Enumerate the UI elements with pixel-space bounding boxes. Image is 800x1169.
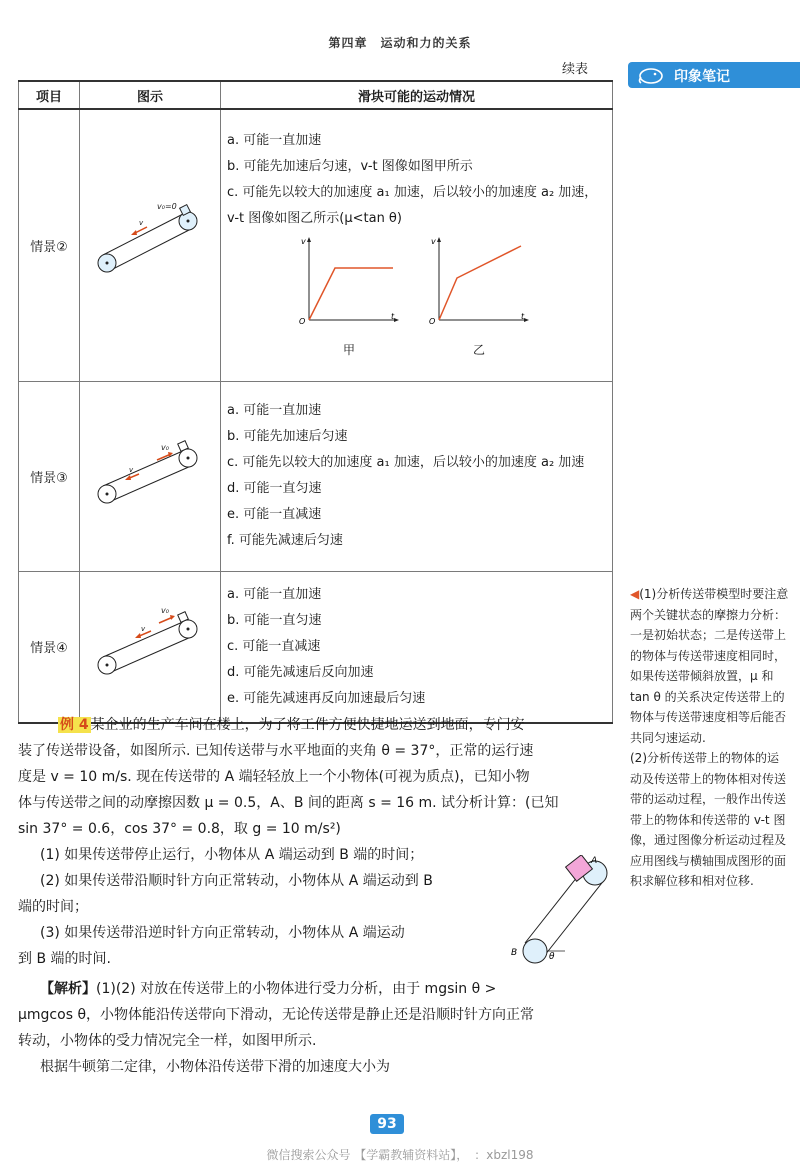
chapter-header: 第四章 运动和力的关系 xyxy=(328,36,472,50)
conveyor-diagram xyxy=(85,434,215,514)
fig-arrow-label: v xyxy=(129,466,134,474)
list-item: a. 可能一直加速 xyxy=(227,132,322,148)
fig-v0-label: v₀ xyxy=(161,605,169,615)
example-line: 度是 v = 10 m/s. 现在传送带的 A 端轻轻放上一个小物体(可视为质点)，已知小物 xyxy=(18,769,530,785)
list-item: c. 可能一直减速 xyxy=(227,638,321,654)
belt-figure xyxy=(80,571,221,723)
solution-line: 转动，小物体的受力情况完全一样，如图甲所示. xyxy=(18,1033,317,1049)
question-2: (2) 如果传送带沿顺时针方向正常转动，小物体从 A 端运动到 B xyxy=(40,873,433,889)
axis-v-label: v xyxy=(301,236,306,246)
example-statement xyxy=(18,712,618,842)
solution-line: 根据牛顿第二定律，小物体沿传送带下滑的加速度大小为 xyxy=(40,1059,390,1075)
list-item: f. 可能先减速后匀速 xyxy=(227,533,343,548)
origin-label: O xyxy=(429,316,436,326)
side-note-p1: (1)分析传送带模型时要注意两个关键状态的摩擦力分析：一是初始状态；二是传送带上的物体与传送带速度相同时，如果传送带倾斜放置，μ 和 tan θ 的关系决定传送带上的物体与传送带速度相等后能否共同匀速运动. xyxy=(630,587,789,745)
example-line: 体与传送带之间的动摩擦因数 μ = 0.5，A、B 间的距离 s = 16 m. 试分析计算：(已知 xyxy=(18,795,559,811)
example-line: 某企业的生产车间在楼上，为了将工件方便快捷地运送到地面，专门安 xyxy=(90,717,525,733)
page-number: 93 xyxy=(370,1114,404,1134)
example-tag: 例 4 xyxy=(60,717,89,733)
incline-conveyor-figure xyxy=(505,855,620,967)
vt-caption: 乙 xyxy=(472,342,485,357)
solution-tag: 【解析】 xyxy=(40,981,96,997)
conveyor-diagram xyxy=(85,605,215,685)
list-item: d. 可能先减速后反向加速 xyxy=(227,664,374,680)
list-item: a. 可能一直加速 xyxy=(227,403,322,418)
list-item: d. 可能一直匀速 xyxy=(227,481,322,496)
axis-t-label: t xyxy=(391,311,395,321)
list-item: a. 可能一直加速 xyxy=(227,586,322,602)
list-item: e. 可能一直减速 xyxy=(227,507,322,522)
continued-label: 续表 xyxy=(562,62,589,77)
scenario-table xyxy=(18,80,613,724)
label-a: A xyxy=(591,856,598,866)
vt-graph-yi xyxy=(429,236,529,363)
side-note xyxy=(630,584,790,892)
question-3-cont: 到 B 端的时间. xyxy=(18,951,111,967)
fig-v0-label: v₀=0 xyxy=(157,203,177,212)
question-2-cont: 端的时间； xyxy=(18,899,88,915)
solution xyxy=(18,976,618,1080)
list-item: c. 可能先以较大的加速度 a₁ 加速，后以较小的加速度 a₂ 加速 xyxy=(227,455,585,470)
fig-arrow-label: v xyxy=(141,624,146,633)
list-item: v-t 图像如图乙所示(μ<tan θ) xyxy=(227,210,402,226)
scene-label: 情景② xyxy=(19,109,80,381)
triangle-left-icon: ◀ xyxy=(630,587,640,601)
table-row xyxy=(19,109,613,381)
table-row xyxy=(19,381,613,571)
example-line: sin 37° = 0.6，cos 37° = 0.8，取 g = 10 m/s²) xyxy=(18,821,341,837)
label-theta: θ xyxy=(549,952,555,962)
axis-v-label: v xyxy=(431,236,436,246)
fig-arrow-label: v xyxy=(139,219,144,228)
header-figure: 图示 xyxy=(80,81,221,109)
list-item: e. 可能先减速再反向加速最后匀速 xyxy=(227,690,426,706)
notes-banner-label: 印象笔记 xyxy=(674,69,730,85)
example-questions xyxy=(18,842,498,972)
scene-label: 情景③ xyxy=(19,381,80,571)
list-item: b. 可能一直匀速 xyxy=(227,612,322,628)
header-motion: 滑块可能的运动情况 xyxy=(221,81,613,109)
scene-label: 情景④ xyxy=(19,571,80,723)
vt-graph-jia xyxy=(299,236,399,363)
header-item: 项目 xyxy=(19,81,80,109)
label-b: B xyxy=(511,948,518,958)
origin-label: O xyxy=(299,316,306,326)
table-row xyxy=(19,571,613,723)
belt-figure xyxy=(80,109,221,381)
list-item: b. 可能先加速后匀速，v-t 图像如图甲所示 xyxy=(227,158,473,174)
vt-caption: 甲 xyxy=(342,342,355,357)
footer-watermark: 微信搜索公众号 【学霸教辅资料站】， ：xbzl198 xyxy=(266,1148,534,1162)
example-line: 装了传送带设备，如图所示. 已知传送带与水平地面的夹角 θ = 37°，正常的运行速 xyxy=(18,743,534,759)
axis-t-label: t xyxy=(521,311,525,321)
fig-v0-label: v₀ xyxy=(161,443,169,452)
side-note-p2: (2)分析传送带上的物体的运动及传送带上的物体相对传送带的运动过程，一般作出传送带上的物体和传送带的 v-t 图像，通过图像分析运动过程及应用图线与横轴围成图形的面积求解位移和相对位移. xyxy=(630,751,787,888)
solution-line: μmgcos θ，小物体能沿传送带向下滑动，无论传送带是静止还是沿顺时针方向正常 xyxy=(18,1007,535,1023)
question-1: (1) 如果传送带停止运行，小物体从 A 端运动到 B 端的时间； xyxy=(40,847,424,863)
notes-banner xyxy=(628,62,800,88)
list-item: b. 可能先加速后匀速 xyxy=(227,429,348,444)
list-item: c. 可能先以较大的加速度 a₁ 加速，后以较小的加速度 a₂ 加速， xyxy=(227,184,598,200)
conveyor-diagram xyxy=(85,203,215,283)
question-3: (3) 如果传送带沿逆时针方向正常转动，小物体从 A 端运动 xyxy=(40,925,405,941)
solution-line: (1)(2) 对放在传送带上的小物体进行受力分析，由于 mgsin θ > xyxy=(96,981,497,997)
elephant-icon xyxy=(636,65,666,85)
table-header-row xyxy=(19,81,613,109)
belt-figure xyxy=(80,381,221,571)
